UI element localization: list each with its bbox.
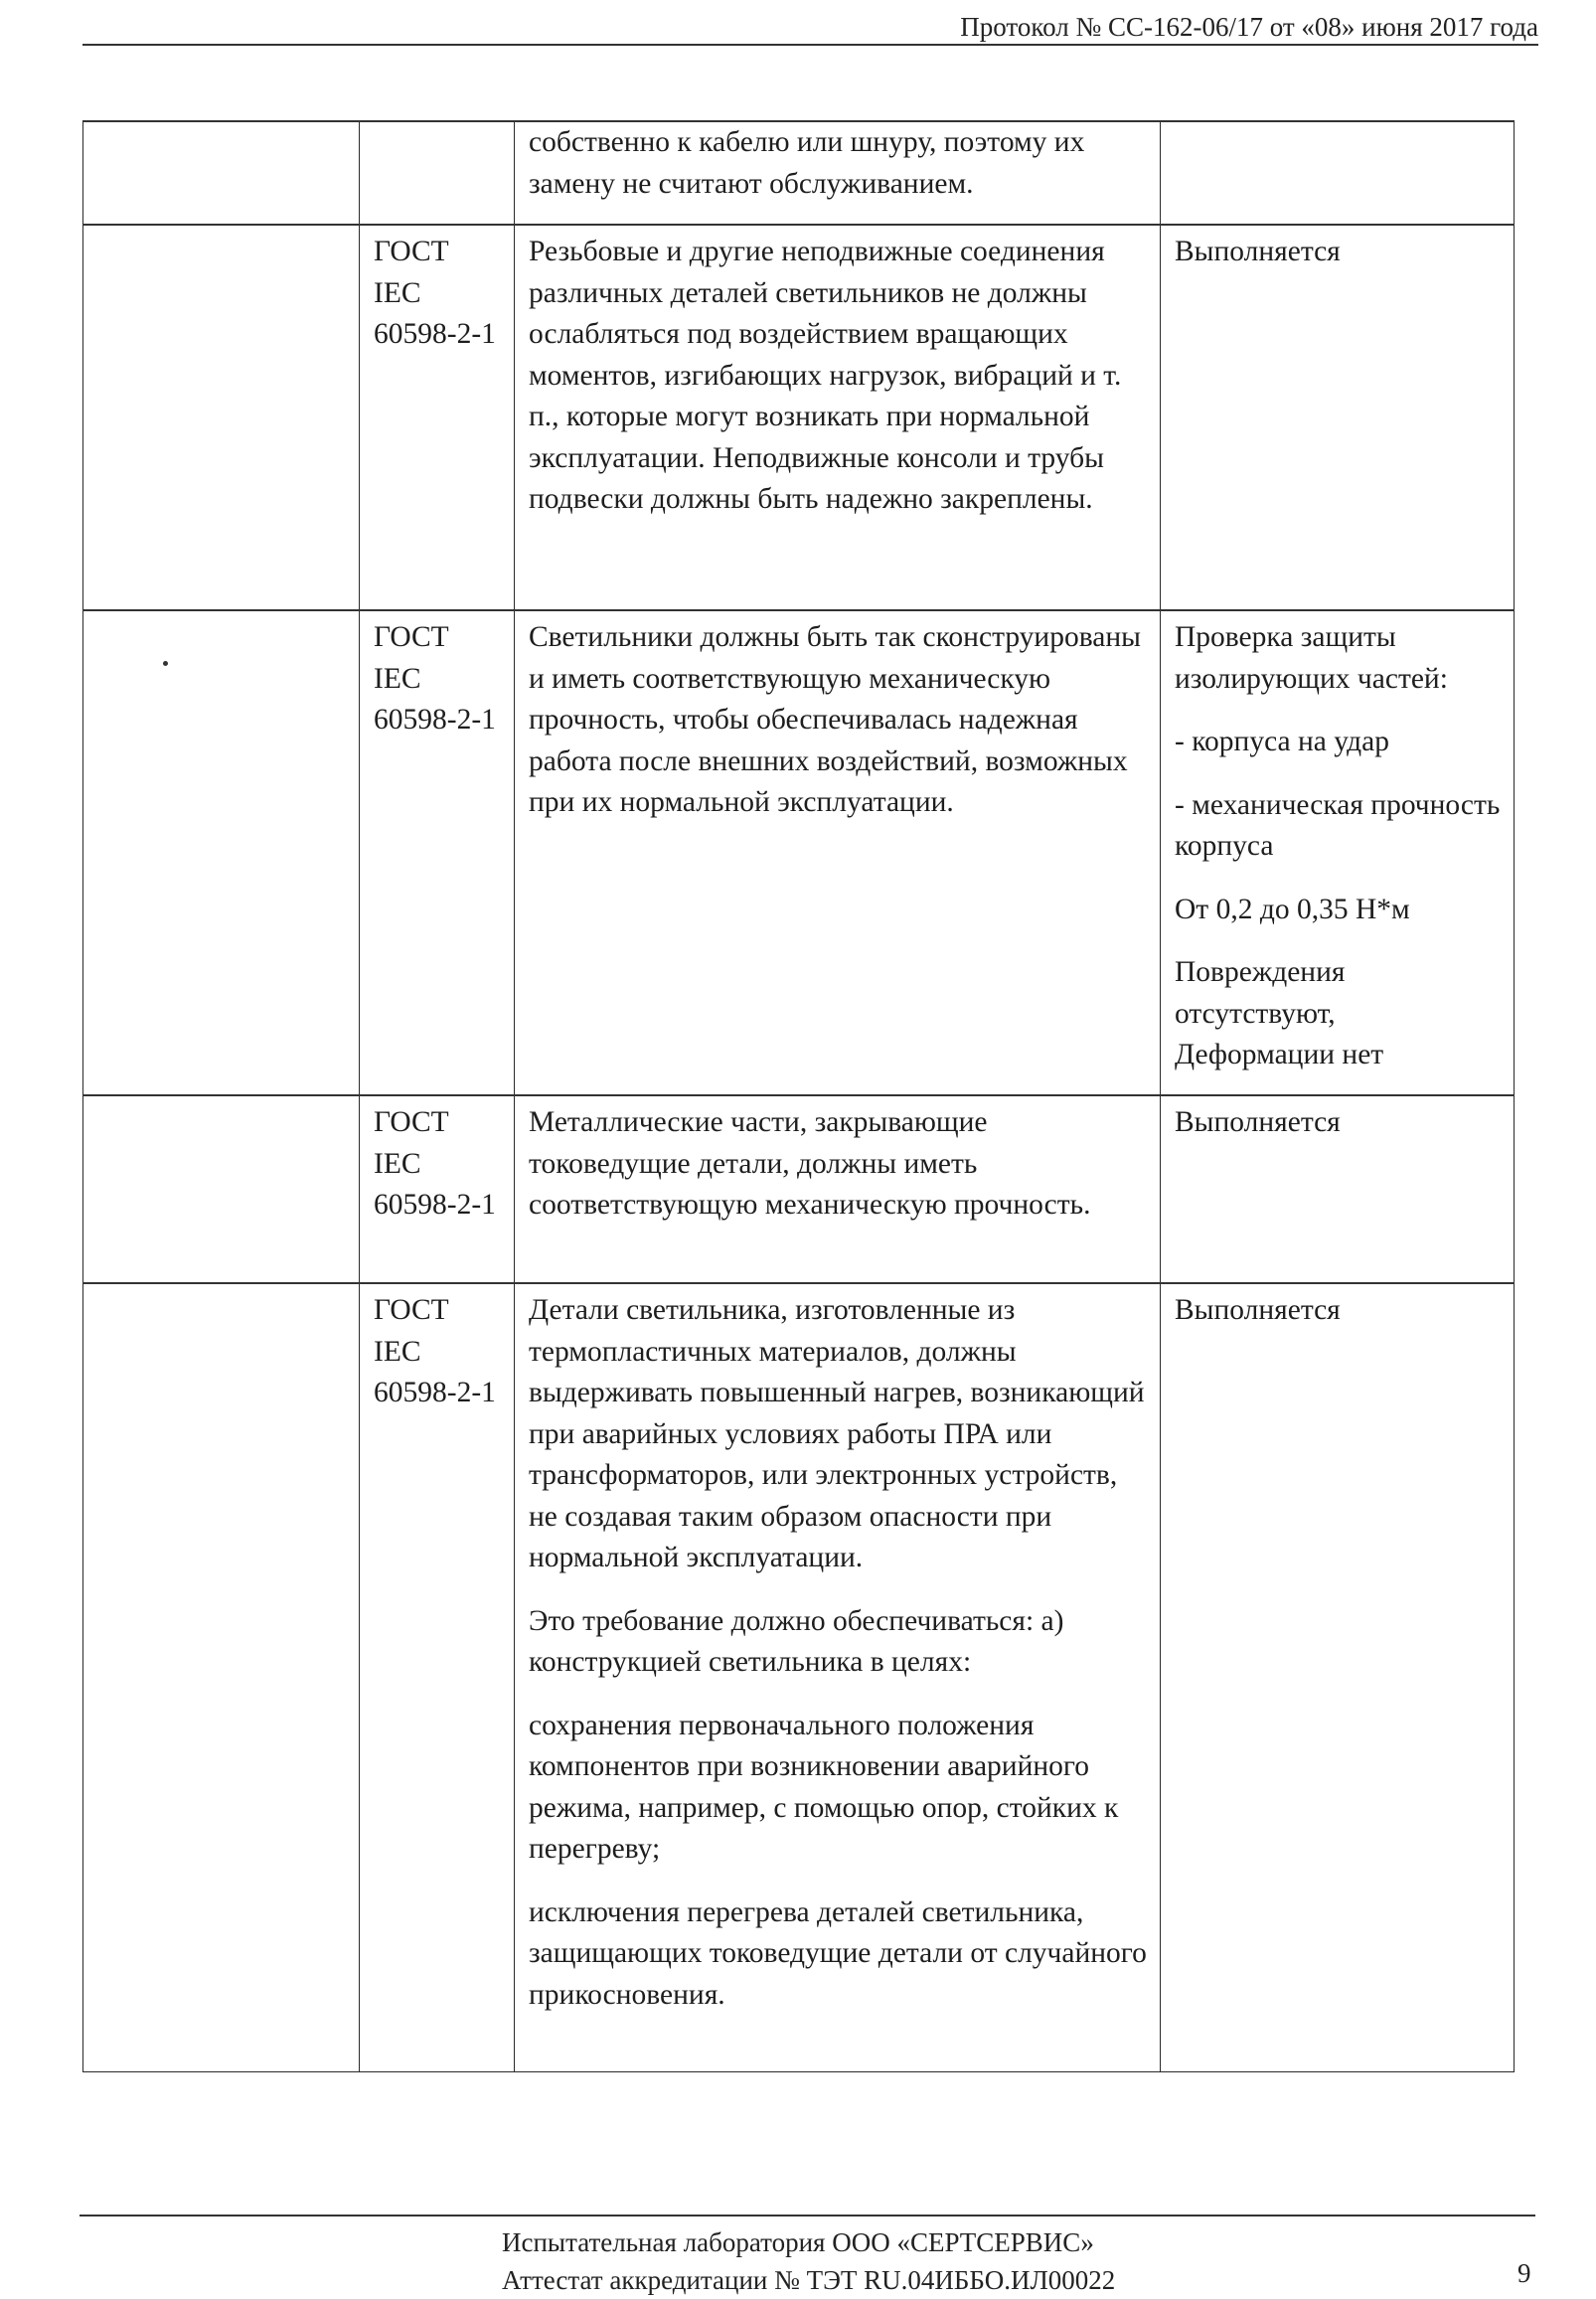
result-line: Выполняется bbox=[1175, 236, 1341, 267]
page-number: 9 bbox=[1517, 2258, 1531, 2288]
scan-speck bbox=[163, 661, 168, 666]
item-cell bbox=[83, 121, 360, 225]
requirement-cell bbox=[515, 1095, 1161, 1283]
result-cell bbox=[1161, 121, 1515, 225]
result-line: Выполняется bbox=[1175, 1106, 1341, 1138]
standard-cell: ГОСТ IEC 60598-2-1 bbox=[360, 1095, 515, 1283]
result-line: Повреждения отсутствуют, Деформации нет bbox=[1175, 956, 1384, 1070]
item-cell bbox=[83, 610, 360, 1095]
page-header bbox=[82, 10, 1538, 46]
requirement-paragraph: исключения перегрева деталей светильника, защищающих токоведущие детали от случайного прикосновения. bbox=[529, 1895, 1147, 2011]
item-cell bbox=[83, 225, 360, 610]
requirement-paragraph: Детали светильника, изготовленные из термопластичных материалов, должны выдерживать повышенный нагрев, возникающий при аварийных условиях работы ПРА или трансформаторов, или электронных устройств, не создавая таким образом опасности при нормальной эксплуатации. bbox=[529, 1294, 1145, 1573]
standard-cell: ГОСТ IEC 60598-2-1 bbox=[360, 1283, 515, 2071]
table-row bbox=[83, 1095, 1515, 1283]
result-line: - механическая прочность корпуса bbox=[1175, 788, 1501, 862]
accreditation: Аттестат аккредитации № ТЭТ RU.04ИББО.ИЛ00022 bbox=[502, 2265, 1116, 2295]
table-row bbox=[83, 121, 1515, 225]
result-line: Выполняется bbox=[1175, 1294, 1341, 1326]
standard-cell: ГОСТ IEC 60598-2-1 bbox=[360, 610, 515, 1095]
page-footer bbox=[502, 2223, 1115, 2299]
result-line: От 0,2 до 0,35 Н*м bbox=[1175, 893, 1410, 925]
item-cell bbox=[83, 1283, 360, 2071]
table-row bbox=[83, 225, 1515, 610]
item-cell bbox=[83, 1095, 360, 1283]
requirement-paragraph: Металлические части, закрывающие токоведущие детали, должны иметь соответствующую механическую прочность. bbox=[529, 1106, 1091, 1221]
requirement-cell bbox=[515, 1283, 1161, 2071]
table-row bbox=[83, 610, 1515, 1095]
footer-rule bbox=[80, 2215, 1535, 2217]
requirement-paragraph: собственно к кабелю или шнуру, поэтому их замену не считают обслуживанием. bbox=[529, 126, 1085, 200]
requirement-paragraph: сохранения первоначального положения компонентов при возникновении аварийного режима, например, с помощью опор, стойких к перегреву; bbox=[529, 1709, 1119, 1865]
result-cell bbox=[1161, 1283, 1515, 2071]
requirement-paragraph: Это требование должно обеспечиваться: а) конструкцией светильника в целях: bbox=[529, 1604, 1064, 1678]
standard-cell bbox=[360, 121, 515, 225]
protocol-title: Протокол № СС-162-06/17 от «08» июня 2017 года bbox=[960, 12, 1538, 42]
requirements-table bbox=[82, 120, 1515, 2072]
result-cell bbox=[1161, 1095, 1515, 1283]
requirement-cell bbox=[515, 225, 1161, 610]
requirement-cell bbox=[515, 121, 1161, 225]
result-cell bbox=[1161, 225, 1515, 610]
standard-cell: ГОСТ IEC 60598-2-1 bbox=[360, 225, 515, 610]
result-cell bbox=[1161, 610, 1515, 1095]
result-line: - корпуса на удар bbox=[1175, 726, 1389, 757]
lab-name: Испытательная лаборатория ООО «СЕРТСЕРВИС» bbox=[502, 2227, 1094, 2257]
requirement-paragraph: Резьбовые и другие неподвижные соединения различных деталей светильников не должны ослабляться под воздействием вращающих моментов, изгибающих нагрузок, вибраций и т. п., которые могут возникать при нормальной эксплуатации. Неподвижные консоли и трубы подвески должны быть надежно закреплены. bbox=[529, 236, 1122, 515]
requirement-paragraph: Светильники должны быть так сконструированы и иметь соответствующую механическую прочность, чтобы обеспечивалась надежная работа после внешних воздействий, возможных при их нормальной эксплуатации. bbox=[529, 621, 1141, 818]
requirement-cell bbox=[515, 610, 1161, 1095]
result-line: Проверка защиты изолирующих частей: bbox=[1175, 621, 1448, 695]
table-row bbox=[83, 1283, 1515, 2071]
